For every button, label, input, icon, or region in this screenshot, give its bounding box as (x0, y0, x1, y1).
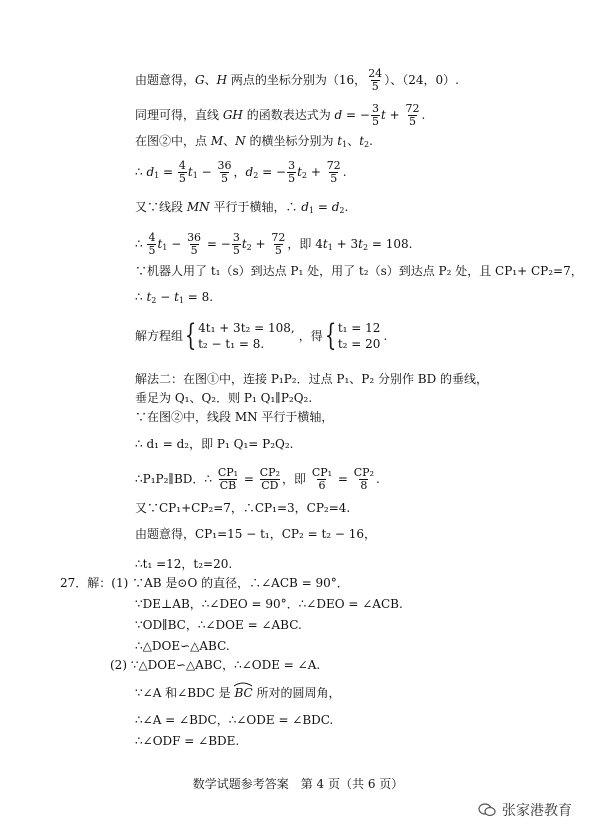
arc-icon (233, 681, 253, 687)
text: = (240, 472, 258, 486)
denominator: 8 (360, 479, 368, 492)
text: − (197, 165, 216, 179)
text: + (251, 237, 270, 251)
subscript: 1 (342, 140, 348, 149)
text: ∴ (135, 290, 147, 304)
subscript: 2 (301, 171, 307, 180)
text: t (157, 237, 163, 251)
text: ∵△DOE∽△ABC，∴∠ODE = ∠A. (130, 658, 321, 672)
subscript: 1 (154, 171, 160, 180)
text: = 108. (368, 237, 413, 251)
numerator: 72 (405, 102, 420, 115)
equation-row: t₂ − t₁ = 8. (198, 337, 265, 351)
text: t (174, 290, 179, 304)
fraction (178, 160, 187, 185)
fraction (232, 232, 241, 257)
text: ，即 4 (287, 237, 323, 251)
line-22 (110, 658, 320, 672)
text: d (301, 200, 309, 214)
subscript: 1 (192, 171, 198, 180)
fraction (353, 467, 375, 492)
fraction (147, 232, 156, 257)
text: 的函数表达式为 (242, 108, 335, 122)
denominator: 5 (274, 244, 282, 257)
denominator: 5 (408, 115, 416, 128)
line-9-system (135, 320, 387, 352)
equation-system (198, 320, 295, 352)
watermark (478, 800, 572, 820)
denominator: 5 (148, 244, 156, 257)
fraction (287, 160, 296, 185)
denominator: 5 (371, 80, 379, 93)
text: G (195, 73, 205, 87)
subscript: 1 (308, 206, 315, 215)
text: BC (234, 686, 253, 700)
line-25: ∴∠ODF = ∠BDE. (135, 734, 240, 748)
numerator: 36 (187, 231, 202, 244)
line-16: 由题意得，CP₁=15 − t₁，CP₂ = t₂ − 16， (135, 527, 377, 541)
numerator: CP₂ (353, 466, 374, 479)
denominator: CD (261, 479, 279, 492)
line-23 (135, 686, 341, 700)
wechat-icon (478, 803, 496, 817)
line-3 (135, 134, 373, 148)
solution-system (338, 320, 381, 352)
numerator: CP₁ (311, 466, 333, 479)
text: 的横坐标分别为 (245, 134, 338, 148)
text: . (342, 165, 347, 179)
denominator: 5 (232, 244, 240, 257)
text: t (146, 290, 152, 304)
line-10: 解法二：在图①中，连接 P₁P₂．过点 P₁、P₂ 分别作 BD 的垂线， (135, 372, 489, 386)
line-7: ∵机器人用了 t₁（s）到达点 P₁ 处，用了 t₂（s）到达点 P₂ 处，且 CP₁+ CP₂=7， (135, 264, 583, 278)
problem-number: 27．解：(1) (60, 576, 133, 590)
page-footer: 数学试题参考答案 第 4 页（共 6 页） (192, 777, 404, 791)
text: 、 (204, 73, 217, 87)
subscript: 1 (327, 243, 333, 252)
line-19: ∵DE⊥AB，∴∠DEO = 90°．∴∠DEO = ∠ACB. (135, 597, 403, 611)
line-24: ∴∠A = ∠BDC，∴∠ODE = ∠BDC. (135, 713, 334, 727)
numerator: 72 (326, 159, 341, 172)
text: t (322, 237, 328, 251)
text: + (385, 108, 404, 122)
text: 由题意得， (135, 73, 196, 87)
text: t (358, 237, 363, 251)
denominator: 6 (318, 479, 326, 492)
subscript: 2 (253, 171, 259, 180)
numerator: 3 (288, 159, 296, 172)
text: = (159, 165, 177, 179)
text: + (307, 165, 325, 179)
line-4 (135, 160, 347, 185)
text: ）、（24，0）. (384, 73, 459, 87)
text: 又∵线段 (135, 200, 187, 214)
text: ∵AB 是⊙O 的直径，∴∠ACB = 90°． (132, 576, 349, 590)
text: = − (203, 237, 231, 251)
fraction (259, 467, 281, 492)
text: = (314, 200, 332, 214)
numerator: 4 (148, 231, 156, 244)
fraction (217, 160, 233, 185)
line-18 (60, 576, 349, 590)
fraction (217, 467, 239, 492)
text: ∴ (135, 237, 147, 251)
text: = (334, 472, 352, 486)
fraction (326, 160, 342, 185)
line-15: 又∵CP₁+CP₂=7，∴CP₁=3，CP₂=4. (135, 501, 351, 515)
text: ∴ (135, 165, 147, 179)
text: − (156, 290, 175, 304)
text: 、 (347, 134, 360, 148)
text: . (344, 200, 349, 214)
text: 所对的圆周角， (252, 686, 341, 700)
numerator: 4 (178, 159, 186, 172)
line-12: ∵在图②中，线段 MN 平行于横轴， (135, 410, 334, 424)
fraction (404, 103, 420, 128)
subscript: 1 (178, 296, 184, 305)
equation-row: t₁ = 12 (337, 321, 381, 335)
text: 平行于横轴，∴ (209, 200, 302, 214)
fraction (186, 232, 202, 257)
fraction (311, 467, 333, 492)
numerator: 36 (217, 159, 232, 172)
text: t (241, 237, 247, 251)
text: t (187, 165, 193, 179)
text: ∴P₁P₂∥BD．∴ (135, 472, 216, 486)
line-13: ∴ d₁ = d₂，即 P₁ Q₁= P₂Q₂. (135, 437, 294, 451)
subscript: 2 (151, 296, 157, 305)
text: ∵∠A 和∠BDC 是 (135, 686, 235, 700)
text: MN (186, 200, 210, 214)
text: = 8. (183, 290, 214, 304)
denominator: CB (219, 479, 237, 492)
text: M (210, 134, 224, 148)
text: 两点的坐标分别为（16， (227, 73, 367, 87)
text: t (359, 134, 365, 148)
denominator: 5 (371, 115, 379, 128)
subscript: 2 (364, 140, 370, 149)
part-number: (2) (110, 658, 131, 672)
watermark-text: 张家港教育 (502, 803, 572, 819)
text: ， (233, 165, 246, 179)
fraction (270, 232, 286, 257)
text: . (375, 472, 380, 486)
denominator: 5 (190, 244, 198, 257)
equation-row: 4t₁ + 3t₂ = 108, (198, 321, 295, 335)
text: − (167, 237, 186, 251)
text: . (369, 134, 373, 148)
text: = − (258, 165, 287, 179)
text: N (235, 134, 246, 148)
subscript: 1 (162, 243, 168, 252)
denominator: 5 (330, 172, 338, 185)
text: d (146, 165, 155, 179)
numerator: 24 (368, 67, 383, 80)
text: d (331, 200, 340, 214)
line-11: 垂足为 Q₁、Q₂．则 P₁ Q₁∥P₂Q₂. (135, 391, 313, 405)
numerator: 3 (371, 102, 379, 115)
text: t (297, 165, 302, 179)
text: 同理可得，直线 (135, 108, 223, 122)
text: d (245, 165, 254, 179)
text: t (337, 134, 343, 148)
numerator: 3 (232, 231, 240, 244)
text: 在图②中，点 (135, 134, 211, 148)
text: ，得 (298, 329, 323, 343)
text: ，即 (282, 472, 310, 486)
numerator: CP₂ (259, 466, 280, 479)
left-brace-icon: { (324, 318, 337, 353)
numerator: 72 (271, 231, 286, 244)
left-brace-icon: { (184, 318, 197, 353)
subscript: 2 (339, 206, 345, 215)
denominator: 5 (178, 172, 186, 185)
numerator: CP₁ (217, 466, 239, 479)
arc-label (234, 686, 252, 700)
text: + 3 (332, 237, 359, 251)
line-14 (135, 467, 380, 492)
line-2 (135, 103, 425, 128)
line-20: ∵OD∥BC，∴∠DOE = ∠ABC. (135, 618, 302, 632)
line-17: ∴t₁ =12，t₂=20. (135, 557, 233, 571)
text: d (334, 108, 343, 122)
text: . (421, 108, 426, 122)
line-21: ∴△DOE∽△ABC. (135, 639, 230, 653)
fraction (367, 68, 383, 93)
text: = − (342, 108, 370, 122)
line-1 (135, 68, 459, 93)
fraction (371, 103, 380, 128)
text: GH (222, 108, 243, 122)
equation-row: t₂ = 20 (337, 337, 381, 351)
denominator: 5 (221, 172, 229, 185)
line-6 (135, 232, 412, 257)
text: . (383, 329, 388, 343)
text: 、 (223, 134, 236, 148)
text: 解方程组 (135, 329, 184, 343)
line-5 (135, 200, 348, 214)
subscript: 2 (246, 243, 252, 252)
text: t (380, 108, 386, 122)
text: H (216, 73, 228, 87)
subscript: 2 (362, 243, 369, 252)
line-8 (135, 290, 213, 304)
denominator: 5 (288, 172, 296, 185)
